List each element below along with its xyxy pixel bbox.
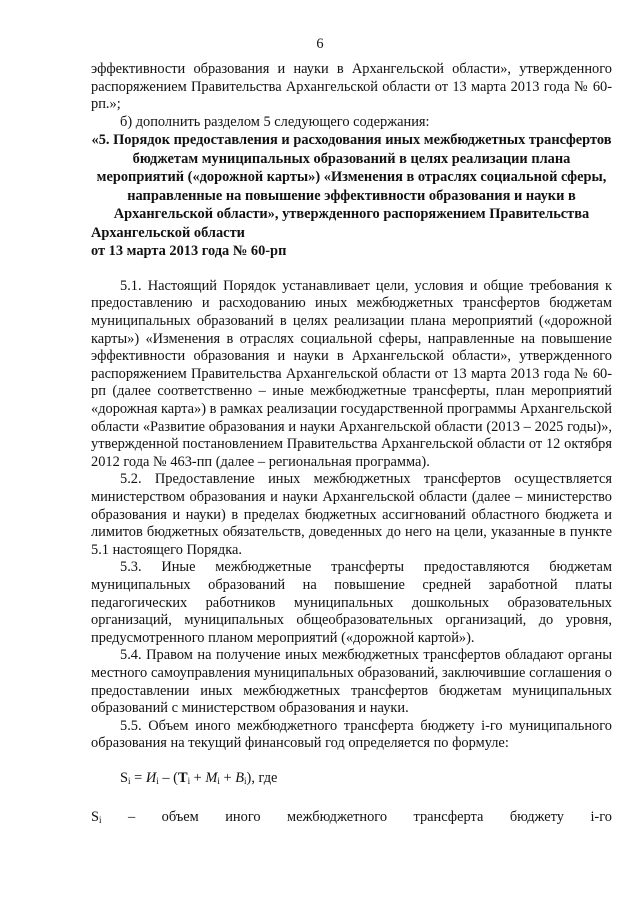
formula-minus: – ( — [158, 769, 178, 786]
definition-word: межбюджетного — [287, 808, 388, 825]
formula-t: Т — [177, 769, 188, 786]
definition-word: бюджету — [509, 808, 564, 825]
paragraph-5-3: 5.3. Иные межбюджетные трансферты предоставляются бюджетам муниципальных образований на повышение средней заработной платы педагогических работников муниципальных дошкольных образовательных организаций, муниципальных общеобразовательных организаций, до уровня, предусмотренного планом мероприятий («дорожной картой»). — [91, 559, 612, 646]
formula-index: i — [187, 775, 191, 786]
formula-index: i — [217, 775, 220, 786]
spacer — [91, 261, 612, 278]
paragraph-5-2: 5.2. Предоставление иных межбюджетных трансфертов осуществляется министерством образования и науки Архангельской области (далее – министерство образования и науки) в пределах бюджетных ассигнований областного бюджета и лимитов бюджетных обязательств, доведенных до него на цели, указанные в пункте 5.1 настоящего Порядка. — [91, 471, 612, 558]
formula-index: i — [128, 775, 131, 786]
section-title-date: от 13 марта 2013 года № 60-рп — [91, 243, 287, 260]
paragraph-5-1: 5.1. Настоящий Порядок устанавливает цели, условия и общие требования к предоставлению и расходованию иных межбюджетных трансфертов бюджетам муниципальных образований в целях реализации плана мероприятий («дорожной карты») «Изменения в отраслях социальной сферы, направленные на повышение эффективности образования и науки в Архангельской области», утвержденного распоряжением Правительства Архангельской области от 13 марта 2013 года № 60-рп (далее соответственно – иные межбюджетные трансферты, план мероприятий «дорожная карта») в рамках реализации государственной программы Архангельской области «Развитие образования и науки Архангельской области (2013 – 2025 годы)», утвержденной постановлением Правительства Архангельской области от 12 октября 2012 года № 463-пп (далее – региональная программа). — [91, 277, 612, 470]
formula-b: В — [235, 769, 245, 786]
formula-eq: = — [130, 769, 146, 786]
definition-word: i-го — [590, 808, 612, 825]
formula — [91, 770, 612, 791]
paragraph-5-5: 5.5. Объем иного межбюджетного трансферта бюджету i-го муниципального образования на текущий финансовый год определяется по формуле: — [91, 717, 612, 752]
item-b: б) дополнить разделом 5 следующего содержания: — [120, 113, 430, 130]
formula-close: ), где — [246, 769, 278, 786]
definition-line — [91, 809, 612, 830]
formula-h: И — [145, 769, 157, 786]
formula-plus: + — [219, 769, 236, 786]
document-body — [91, 61, 612, 829]
formula-index: i — [156, 775, 159, 786]
page-number: 6 — [316, 36, 324, 52]
formula-index: i — [244, 775, 247, 786]
formula-lhs: S — [120, 769, 129, 786]
definition-word: объем — [161, 808, 199, 825]
definition-word: – — [128, 808, 136, 825]
formula-plus: + — [190, 769, 206, 786]
definition-symbol: $S_i$ — [91, 808, 102, 825]
section-title: «5. Порядок предоставления и расходования иных межбюджетных трансфертов бюджетам муниципальных образований в целях реализации плана мероприятий («дорожной карты») «Изменения в отраслях социальной сферы, направленные на повышение эффективности образования и науки в Архангельской области», утвержденного распоряжением Правительства Архангельской области — [91, 132, 612, 241]
formula-m: М — [205, 769, 218, 786]
definition-word: иного — [225, 808, 261, 825]
intro-continuation: эффективности образования и науки в Архангельской области», утвержденного распоряжением Правительства Архангельской области от 13 марта 2013 года № 60-рп.»; — [91, 61, 612, 113]
paragraph-5-4: 5.4. Правом на получение иных межбюджетных трансфертов обладают органы местного самоуправления муниципальных образований, заключившие соглашения о предоставлении иных межбюджетных трансфертов бюджетам муниципальных образований с министерством образования и науки. — [91, 647, 612, 717]
definition-word: трансферта — [413, 808, 484, 825]
